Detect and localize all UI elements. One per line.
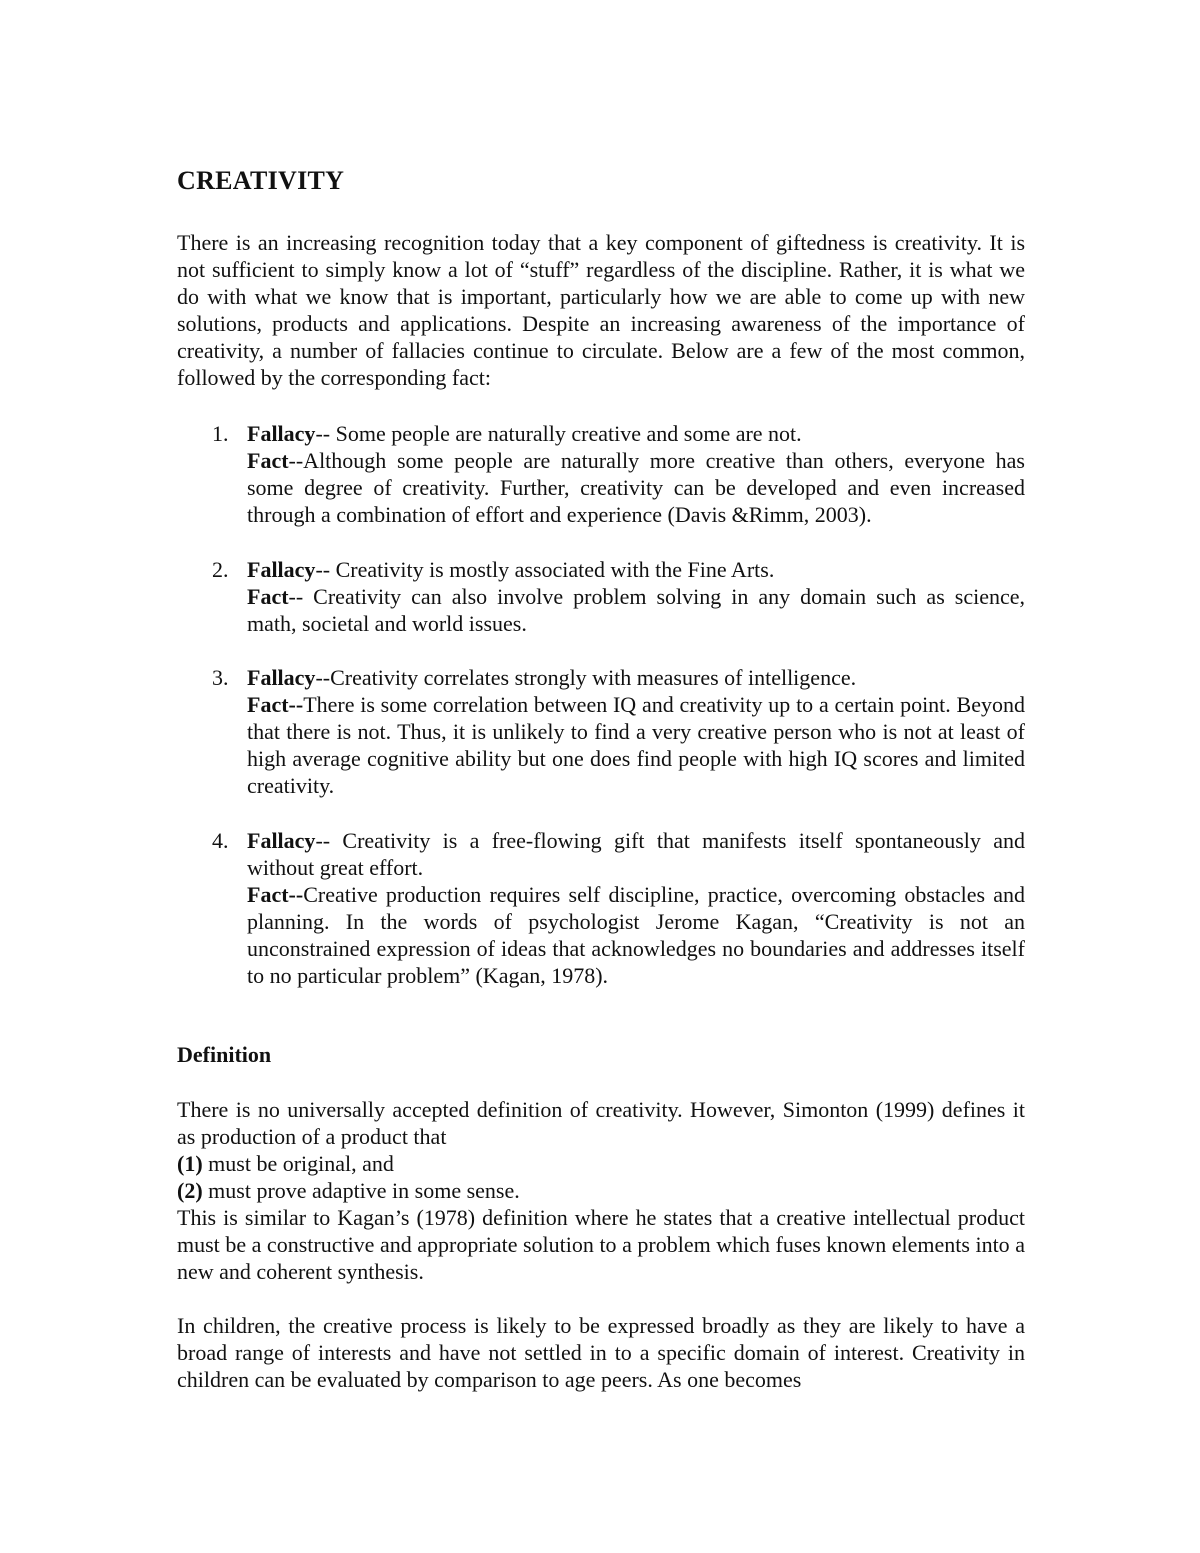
fallacy-line [247, 664, 1025, 691]
criterion-number: (2) [177, 1178, 203, 1203]
fallacy-item-4 [177, 827, 1025, 989]
page-title: CREATIVITY [177, 166, 345, 195]
fact-text: There is some correlation between IQ and creativity up to a certain point. Beyond that there is not. Thus, it is unlikely to find a very creative person who is not at least of high average cognitive ability but one does find people with high IQ scores and limited creativity. [247, 692, 1025, 798]
fact-label: Fact [247, 584, 289, 609]
fact-text: -- Creativity can also involve problem solving in any domain such as science, math, societal and world issues. [247, 584, 1025, 636]
criterion-2 [177, 1177, 1025, 1204]
fact-line [247, 881, 1025, 989]
fallacy-label: Fallacy [247, 828, 316, 853]
fact-text: Creative production requires self discipline, practice, overcoming obstacles and planning. In the words of psychologist Jerome Kagan, “Creativity is not an unconstrained expression of ideas that acknowledges no boundaries and addresses itself to no particular problem” (Kagan, 1978). [247, 882, 1025, 988]
definition-follow: This is similar to Kagan’s (1978) definition where he states that a creative intellectual product must be a constructive and appropriate solution to a problem which fuses known elements into a new and coherent synthesis. [177, 1205, 1025, 1284]
fact-line [247, 583, 1025, 637]
criterion-text: must be original, and [202, 1151, 394, 1176]
fact-text: --Although some people are naturally more creative than others, everyone has some degree of creativity. Further, creativity can be developed and even increased through a combination of effort and experience (Davis &Rimm, 2003). [247, 448, 1025, 527]
fallacy-text: --Creativity correlates strongly with measures of intelligence. [315, 665, 857, 690]
fallacy-line [247, 827, 1025, 881]
criterion-1 [177, 1150, 1025, 1177]
fallacy-item-1 [177, 420, 1025, 528]
definition-section [177, 1096, 1025, 1285]
fact-label: Fact-- [247, 692, 304, 717]
fact-label: Fact [247, 448, 289, 473]
fallacy-item-2 [177, 556, 1025, 637]
fallacy-text: -- Creativity is mostly associated with the Fine Arts. [315, 557, 775, 582]
item-number: 4. [212, 828, 229, 853]
fallacy-label: Fallacy [247, 421, 316, 446]
criterion-text: must prove adaptive in some sense. [202, 1178, 520, 1203]
fallacy-line [247, 420, 1025, 447]
fact-label: Fact-- [247, 882, 304, 907]
fallacy-label: Fallacy [247, 665, 316, 690]
fallacy-text: -- Creativity is a free-flowing gift that manifests itself spontaneously and without great effort. [247, 828, 1025, 880]
criterion-number: (1) [177, 1151, 203, 1176]
item-number: 1. [212, 421, 229, 446]
fallacy-list [177, 420, 1025, 989]
intro-paragraph: There is an increasing recognition today that a key component of giftedness is creativity. It is not sufficient to simply know a lot of “stuff” regardless of the discipline. Rather, it is what we do with what we know that is important, particularly how we are able to come up with new solutions, products and applications. Despite an increasing awareness of the importance of creativity, a number of fallacies continue to circulate. Below are a few of the most common, followed by the corresponding fact: [177, 230, 1025, 390]
fact-line [247, 447, 1025, 528]
children-paragraph: In children, the creative process is likely to be expressed broadly as they are likely to have a broad range of interests and have not settled in to a specific domain of interest. Creativity in children can be evaluated by comparison to age peers. As one becomes [177, 1313, 1025, 1392]
fallacy-text: -- Some people are naturally creative and some are not. [315, 421, 802, 446]
fallacy-label: Fallacy [247, 557, 316, 582]
fact-line [247, 691, 1025, 799]
item-number: 3. [212, 665, 229, 690]
item-number: 2. [212, 557, 229, 582]
fallacy-line [247, 556, 1025, 583]
definition-lead: There is no universally accepted definition of creativity. However, Simonton (1999) defines it as production of a product that [177, 1097, 1025, 1149]
fallacy-item-3 [177, 664, 1025, 799]
definition-heading: Definition [177, 1042, 272, 1067]
